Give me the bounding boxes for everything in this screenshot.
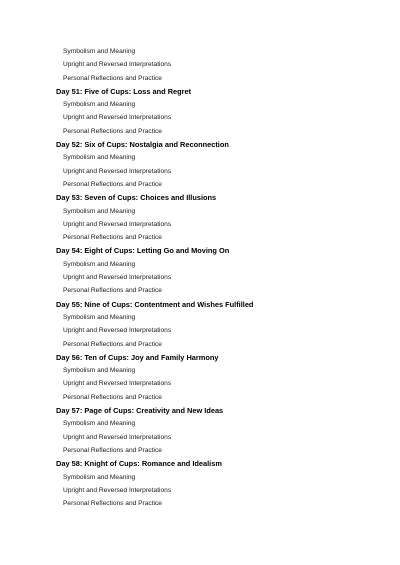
- toc-subitem: Upright and Reversed Interpretations: [63, 274, 172, 282]
- toc-subitem: Personal Reflections and Practice: [63, 180, 162, 188]
- toc-subitem: Symbolism and Meaning: [63, 420, 136, 428]
- toc-subitem: Upright and Reversed Interpretations: [63, 433, 172, 441]
- toc-subitem: Upright and Reversed Interpretations: [63, 486, 172, 494]
- toc-day-heading: Day 52: Six of Cups: Nostalgia and Reconnection: [56, 140, 229, 150]
- toc-subitem: Symbolism and Meaning: [63, 313, 136, 321]
- toc-subitem: Symbolism and Meaning: [63, 207, 136, 215]
- toc-subitem: Symbolism and Meaning: [63, 101, 136, 109]
- toc-subitem: Symbolism and Meaning: [63, 473, 136, 481]
- toc-subitem: Upright and Reversed Interpretations: [63, 327, 172, 335]
- toc-day-heading: Day 53: Seven of Cups: Choices and Illusions: [56, 193, 217, 203]
- toc-subitem: Upright and Reversed Interpretations: [63, 380, 172, 388]
- toc-subitem: Personal Reflections and Practice: [63, 234, 162, 242]
- toc-subitem: Symbolism and Meaning: [63, 367, 136, 375]
- toc-subitem: Symbolism and Meaning: [63, 48, 136, 55]
- toc-subitem: Upright and Reversed Interpretations: [63, 167, 172, 175]
- toc-subitem: Personal Reflections and Practice: [63, 287, 162, 295]
- toc-day-heading: Day 54: Eight of Cups: Letting Go and Moving On: [56, 246, 230, 256]
- toc-subitem: Upright and Reversed Interpretations: [63, 114, 172, 122]
- toc-subitem: Personal Reflections and Practice: [63, 74, 162, 82]
- toc-subitem: Personal Reflections and Practice: [63, 340, 162, 348]
- toc-subitem: Symbolism and Meaning: [63, 154, 136, 162]
- toc-day-heading: Day 57: Page of Cups: Creativity and New Ideas: [56, 406, 224, 416]
- toc-day-heading: Day 58: Knight of Cups: Romance and Idealism: [56, 459, 222, 469]
- toc-subitem: Personal Reflections and Practice: [63, 393, 162, 401]
- toc-subitem: Upright and Reversed Interpretations: [63, 61, 172, 69]
- table-of-contents: [56, 45, 386, 510]
- toc-subitem: Symbolism and Meaning: [63, 260, 136, 268]
- toc-day-heading: Day 51: Five of Cups: Loss and Regret: [56, 86, 192, 96]
- toc-subitem: Upright and Reversed Interpretations: [63, 220, 172, 228]
- toc-subitem: Personal Reflections and Practice: [63, 127, 162, 135]
- toc-subitem: Personal Reflections and Practice: [63, 446, 162, 454]
- toc-day-heading: Day 56: Ten of Cups: Joy and Family Harmony: [56, 352, 219, 362]
- toc-subitem: Personal Reflections and Practice: [63, 500, 162, 508]
- toc-day-heading: Day 55: Nine of Cups: Contentment and Wishes Fulfilled: [56, 299, 254, 309]
